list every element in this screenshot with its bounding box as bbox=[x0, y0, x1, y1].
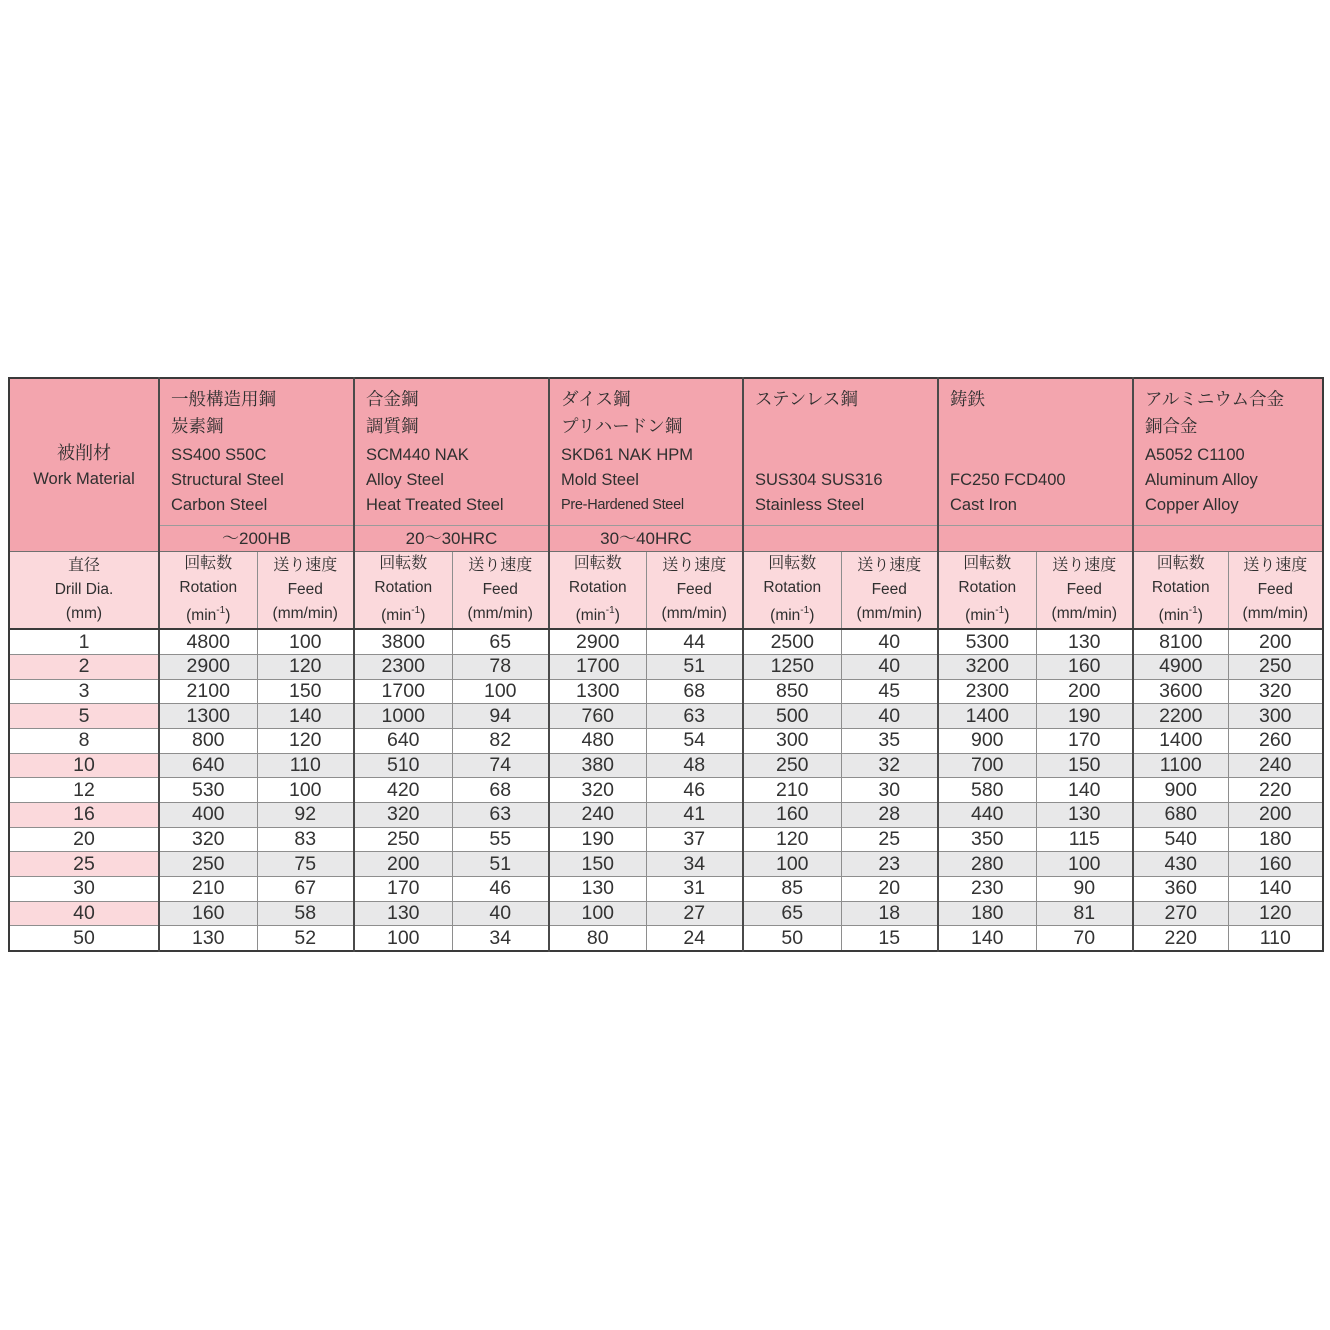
value-cell: 74 bbox=[452, 753, 549, 778]
value-cell: 210 bbox=[743, 778, 841, 803]
value-cell: 160 bbox=[743, 802, 841, 827]
value-cell: 320 bbox=[549, 778, 646, 803]
value-cell: 48 bbox=[646, 753, 743, 778]
value-cell: 67 bbox=[257, 877, 354, 902]
value-cell: 270 bbox=[1133, 901, 1228, 926]
value-cell: 100 bbox=[1036, 852, 1133, 877]
value-cell: 34 bbox=[646, 852, 743, 877]
value-cell: 250 bbox=[159, 852, 257, 877]
value-cell: 32 bbox=[841, 753, 938, 778]
value-cell: 140 bbox=[1036, 778, 1133, 803]
subheader-feed-3: 送り速度 Feed (mm/min) bbox=[841, 552, 938, 630]
value-cell: 100 bbox=[354, 926, 452, 951]
work-material-label-ja: 被削材 bbox=[57, 442, 111, 463]
value-cell: 250 bbox=[354, 827, 452, 852]
value-cell: 51 bbox=[452, 852, 549, 877]
value-cell: 140 bbox=[257, 704, 354, 729]
value-cell: 800 bbox=[159, 728, 257, 753]
value-cell: 100 bbox=[452, 679, 549, 704]
value-cell: 41 bbox=[646, 802, 743, 827]
value-cell: 18 bbox=[841, 901, 938, 926]
value-cell: 260 bbox=[1228, 728, 1323, 753]
work-material-header bbox=[9, 378, 159, 552]
value-cell: 52 bbox=[257, 926, 354, 951]
subheader-rotation-5: 回転数 Rotation $(\min^{-1})$ bbox=[1133, 552, 1228, 630]
value-cell: 640 bbox=[159, 753, 257, 778]
value-cell: 2900 bbox=[159, 654, 257, 679]
material-header-stainless-steel: ステンレス鋼 SUS304 SUS316 Stainless Steel bbox=[743, 378, 938, 526]
table-row bbox=[9, 728, 1323, 753]
value-cell: 850 bbox=[743, 679, 841, 704]
value-cell: 130 bbox=[1036, 802, 1133, 827]
value-cell: 83 bbox=[257, 827, 354, 852]
dia-cell: 5 bbox=[9, 704, 159, 729]
table-row bbox=[9, 802, 1323, 827]
value-cell: 240 bbox=[1228, 753, 1323, 778]
value-cell: 46 bbox=[646, 778, 743, 803]
value-cell: 120 bbox=[1228, 901, 1323, 926]
table-row bbox=[9, 926, 1323, 951]
value-cell: 140 bbox=[938, 926, 1036, 951]
value-cell: 200 bbox=[1228, 802, 1323, 827]
value-cell: 640 bbox=[354, 728, 452, 753]
value-cell: 250 bbox=[1228, 654, 1323, 679]
hardness-row bbox=[9, 526, 1323, 552]
dia-cell: 20 bbox=[9, 827, 159, 852]
value-cell: 580 bbox=[938, 778, 1036, 803]
value-cell: 2300 bbox=[938, 679, 1036, 704]
value-cell: 180 bbox=[938, 901, 1036, 926]
value-cell: 4800 bbox=[159, 629, 257, 654]
dia-cell: 40 bbox=[9, 901, 159, 926]
value-cell: 3800 bbox=[354, 629, 452, 654]
value-cell: 160 bbox=[159, 901, 257, 926]
value-cell: 110 bbox=[257, 753, 354, 778]
value-cell: 110 bbox=[1228, 926, 1323, 951]
dia-cell: 3 bbox=[9, 679, 159, 704]
dia-cell: 2 bbox=[9, 654, 159, 679]
value-cell: 15 bbox=[841, 926, 938, 951]
value-cell: 63 bbox=[646, 704, 743, 729]
value-cell: 55 bbox=[452, 827, 549, 852]
subheader-drill-dia: 直径 Drill Dia. (mm) bbox=[9, 552, 159, 630]
value-cell: 120 bbox=[257, 654, 354, 679]
value-cell: 92 bbox=[257, 802, 354, 827]
value-cell: 90 bbox=[1036, 877, 1133, 902]
value-cell: 30 bbox=[841, 778, 938, 803]
value-cell: 180 bbox=[1228, 827, 1323, 852]
value-cell: 1250 bbox=[743, 654, 841, 679]
value-cell: 44 bbox=[646, 629, 743, 654]
value-cell: 1300 bbox=[159, 704, 257, 729]
value-cell: 3600 bbox=[1133, 679, 1228, 704]
value-cell: 100 bbox=[257, 629, 354, 654]
value-cell: 120 bbox=[257, 728, 354, 753]
table-row bbox=[9, 778, 1323, 803]
value-cell: 2300 bbox=[354, 654, 452, 679]
value-cell: 37 bbox=[646, 827, 743, 852]
value-cell: 40 bbox=[841, 654, 938, 679]
value-cell: 1400 bbox=[1133, 728, 1228, 753]
value-cell: 34 bbox=[452, 926, 549, 951]
dia-cell: 12 bbox=[9, 778, 159, 803]
subheader-rotation-0: 回転数 Rotation $(\min^{-1})$ bbox=[159, 552, 257, 630]
subheader-rotation-2: 回転数 Rotation $(\min^{-1})$ bbox=[549, 552, 646, 630]
value-cell: 3200 bbox=[938, 654, 1036, 679]
subheader-feed-0: 送り速度 Feed (mm/min) bbox=[257, 552, 354, 630]
value-cell: 24 bbox=[646, 926, 743, 951]
subheader-rotation-3: 回転数 Rotation $(\min^{-1})$ bbox=[743, 552, 841, 630]
value-cell: 170 bbox=[1036, 728, 1133, 753]
work-material-label-en: Work Material bbox=[33, 469, 135, 488]
value-cell: 200 bbox=[354, 852, 452, 877]
value-cell: 300 bbox=[1228, 704, 1323, 729]
value-cell: 20 bbox=[841, 877, 938, 902]
value-cell: 320 bbox=[1228, 679, 1323, 704]
value-cell: 68 bbox=[646, 679, 743, 704]
value-cell: 150 bbox=[549, 852, 646, 877]
hardness-cast-iron bbox=[938, 526, 1133, 552]
value-cell: 58 bbox=[257, 901, 354, 926]
value-cell: 360 bbox=[1133, 877, 1228, 902]
value-cell: 8100 bbox=[1133, 629, 1228, 654]
value-cell: 130 bbox=[159, 926, 257, 951]
value-cell: 23 bbox=[841, 852, 938, 877]
hardness-stainless-steel bbox=[743, 526, 938, 552]
subheader-rotation-1: 回転数 Rotation $(\min^{-1})$ bbox=[354, 552, 452, 630]
material-header-mold-steel: ダイス鋼 プリハードン鋼 SKD61 NAK HPM Mold Steel Pre-Hardened Steel bbox=[549, 378, 743, 526]
value-cell: 40 bbox=[841, 704, 938, 729]
value-cell: 1300 bbox=[549, 679, 646, 704]
table-row bbox=[9, 679, 1323, 704]
value-cell: 680 bbox=[1133, 802, 1228, 827]
table-row bbox=[9, 877, 1323, 902]
value-cell: 82 bbox=[452, 728, 549, 753]
value-cell: 40 bbox=[452, 901, 549, 926]
value-cell: 31 bbox=[646, 877, 743, 902]
value-cell: 210 bbox=[159, 877, 257, 902]
value-cell: 25 bbox=[841, 827, 938, 852]
material-header-row bbox=[9, 378, 1323, 526]
dia-cell: 30 bbox=[9, 877, 159, 902]
value-cell: 130 bbox=[549, 877, 646, 902]
value-cell: 430 bbox=[1133, 852, 1228, 877]
table-row bbox=[9, 827, 1323, 852]
value-cell: 5300 bbox=[938, 629, 1036, 654]
dia-cell: 25 bbox=[9, 852, 159, 877]
hardness-structural-carbon-steel: ～200HB bbox=[159, 526, 354, 552]
value-cell: 78 bbox=[452, 654, 549, 679]
value-cell: 150 bbox=[1036, 753, 1133, 778]
hardness-alloy-steel: 20～30HRC bbox=[354, 526, 549, 552]
table-row bbox=[9, 629, 1323, 654]
value-cell: 530 bbox=[159, 778, 257, 803]
value-cell: 50 bbox=[743, 926, 841, 951]
table-body bbox=[9, 629, 1323, 951]
value-cell: 420 bbox=[354, 778, 452, 803]
value-cell: 85 bbox=[743, 877, 841, 902]
value-cell: 400 bbox=[159, 802, 257, 827]
value-cell: 54 bbox=[646, 728, 743, 753]
value-cell: 100 bbox=[549, 901, 646, 926]
value-cell: 2100 bbox=[159, 679, 257, 704]
value-cell: 300 bbox=[743, 728, 841, 753]
value-cell: 1400 bbox=[938, 704, 1036, 729]
value-cell: 140 bbox=[1228, 877, 1323, 902]
drilling-conditions-table bbox=[8, 377, 1324, 952]
value-cell: 75 bbox=[257, 852, 354, 877]
value-cell: 320 bbox=[159, 827, 257, 852]
material-header-cast-iron: 鋳鉄 FC250 FCD400 Cast Iron bbox=[938, 378, 1133, 526]
hardness-aluminum-copper-alloy bbox=[1133, 526, 1323, 552]
value-cell: 65 bbox=[743, 901, 841, 926]
value-cell: 540 bbox=[1133, 827, 1228, 852]
value-cell: 81 bbox=[1036, 901, 1133, 926]
value-cell: 35 bbox=[841, 728, 938, 753]
value-cell: 230 bbox=[938, 877, 1036, 902]
subheader-feed-4: 送り速度 Feed (mm/min) bbox=[1036, 552, 1133, 630]
value-cell: 900 bbox=[1133, 778, 1228, 803]
table-row bbox=[9, 704, 1323, 729]
value-cell: 4900 bbox=[1133, 654, 1228, 679]
subheader-rotation-4: 回転数 Rotation $(\min^{-1})$ bbox=[938, 552, 1036, 630]
value-cell: 190 bbox=[549, 827, 646, 852]
table-row bbox=[9, 654, 1323, 679]
value-cell: 46 bbox=[452, 877, 549, 902]
value-cell: 760 bbox=[549, 704, 646, 729]
value-cell: 160 bbox=[1228, 852, 1323, 877]
value-cell: 68 bbox=[452, 778, 549, 803]
value-cell: 65 bbox=[452, 629, 549, 654]
value-cell: 280 bbox=[938, 852, 1036, 877]
value-cell: 200 bbox=[1228, 629, 1323, 654]
subheader-feed-1: 送り速度 Feed (mm/min) bbox=[452, 552, 549, 630]
dia-cell: 16 bbox=[9, 802, 159, 827]
value-cell: 100 bbox=[743, 852, 841, 877]
value-cell: 200 bbox=[1036, 679, 1133, 704]
value-cell: 1100 bbox=[1133, 753, 1228, 778]
dia-cell: 10 bbox=[9, 753, 159, 778]
subheader-feed-5: 送り速度 Feed (mm/min) bbox=[1228, 552, 1323, 630]
table-row bbox=[9, 901, 1323, 926]
material-header-alloy-steel: 合金鋼 調質鋼 SCM440 NAK Alloy Steel Heat Treated Steel bbox=[354, 378, 549, 526]
value-cell: 94 bbox=[452, 704, 549, 729]
value-cell: 700 bbox=[938, 753, 1036, 778]
dia-cell: 1 bbox=[9, 629, 159, 654]
value-cell: 170 bbox=[354, 877, 452, 902]
dia-cell: 50 bbox=[9, 926, 159, 951]
value-cell: 160 bbox=[1036, 654, 1133, 679]
value-cell: 240 bbox=[549, 802, 646, 827]
value-cell: 100 bbox=[257, 778, 354, 803]
table-row bbox=[9, 753, 1323, 778]
value-cell: 500 bbox=[743, 704, 841, 729]
value-cell: 51 bbox=[646, 654, 743, 679]
subheader-feed-2: 送り速度 Feed (mm/min) bbox=[646, 552, 743, 630]
value-cell: 350 bbox=[938, 827, 1036, 852]
value-cell: 2200 bbox=[1133, 704, 1228, 729]
value-cell: 250 bbox=[743, 753, 841, 778]
value-cell: 900 bbox=[938, 728, 1036, 753]
table-row bbox=[9, 852, 1323, 877]
value-cell: 63 bbox=[452, 802, 549, 827]
material-header-aluminum-copper-alloy: アルミニウム合金 銅合金 A5052 C1100 Aluminum Alloy Copper Alloy bbox=[1133, 378, 1323, 526]
dia-cell: 8 bbox=[9, 728, 159, 753]
value-cell: 150 bbox=[257, 679, 354, 704]
value-cell: 440 bbox=[938, 802, 1036, 827]
value-cell: 220 bbox=[1133, 926, 1228, 951]
value-cell: 130 bbox=[354, 901, 452, 926]
value-cell: 510 bbox=[354, 753, 452, 778]
value-cell: 45 bbox=[841, 679, 938, 704]
value-cell: 28 bbox=[841, 802, 938, 827]
value-cell: 1000 bbox=[354, 704, 452, 729]
hardness-mold-steel: 30～40HRC bbox=[549, 526, 743, 552]
value-cell: 40 bbox=[841, 629, 938, 654]
value-cell: 115 bbox=[1036, 827, 1133, 852]
value-cell: 380 bbox=[549, 753, 646, 778]
value-cell: 80 bbox=[549, 926, 646, 951]
value-cell: 2900 bbox=[549, 629, 646, 654]
value-cell: 27 bbox=[646, 901, 743, 926]
value-cell: 120 bbox=[743, 827, 841, 852]
value-cell: 320 bbox=[354, 802, 452, 827]
value-cell: 2500 bbox=[743, 629, 841, 654]
value-cell: 130 bbox=[1036, 629, 1133, 654]
value-cell: 1700 bbox=[354, 679, 452, 704]
value-cell: 220 bbox=[1228, 778, 1323, 803]
value-cell: 1700 bbox=[549, 654, 646, 679]
value-cell: 70 bbox=[1036, 926, 1133, 951]
value-cell: 480 bbox=[549, 728, 646, 753]
subheader-row bbox=[9, 552, 1323, 630]
value-cell: 190 bbox=[1036, 704, 1133, 729]
material-header-structural-carbon-steel: 一般構造用鋼 炭素鋼 SS400 S50C Structural Steel Carbon Steel bbox=[159, 378, 354, 526]
